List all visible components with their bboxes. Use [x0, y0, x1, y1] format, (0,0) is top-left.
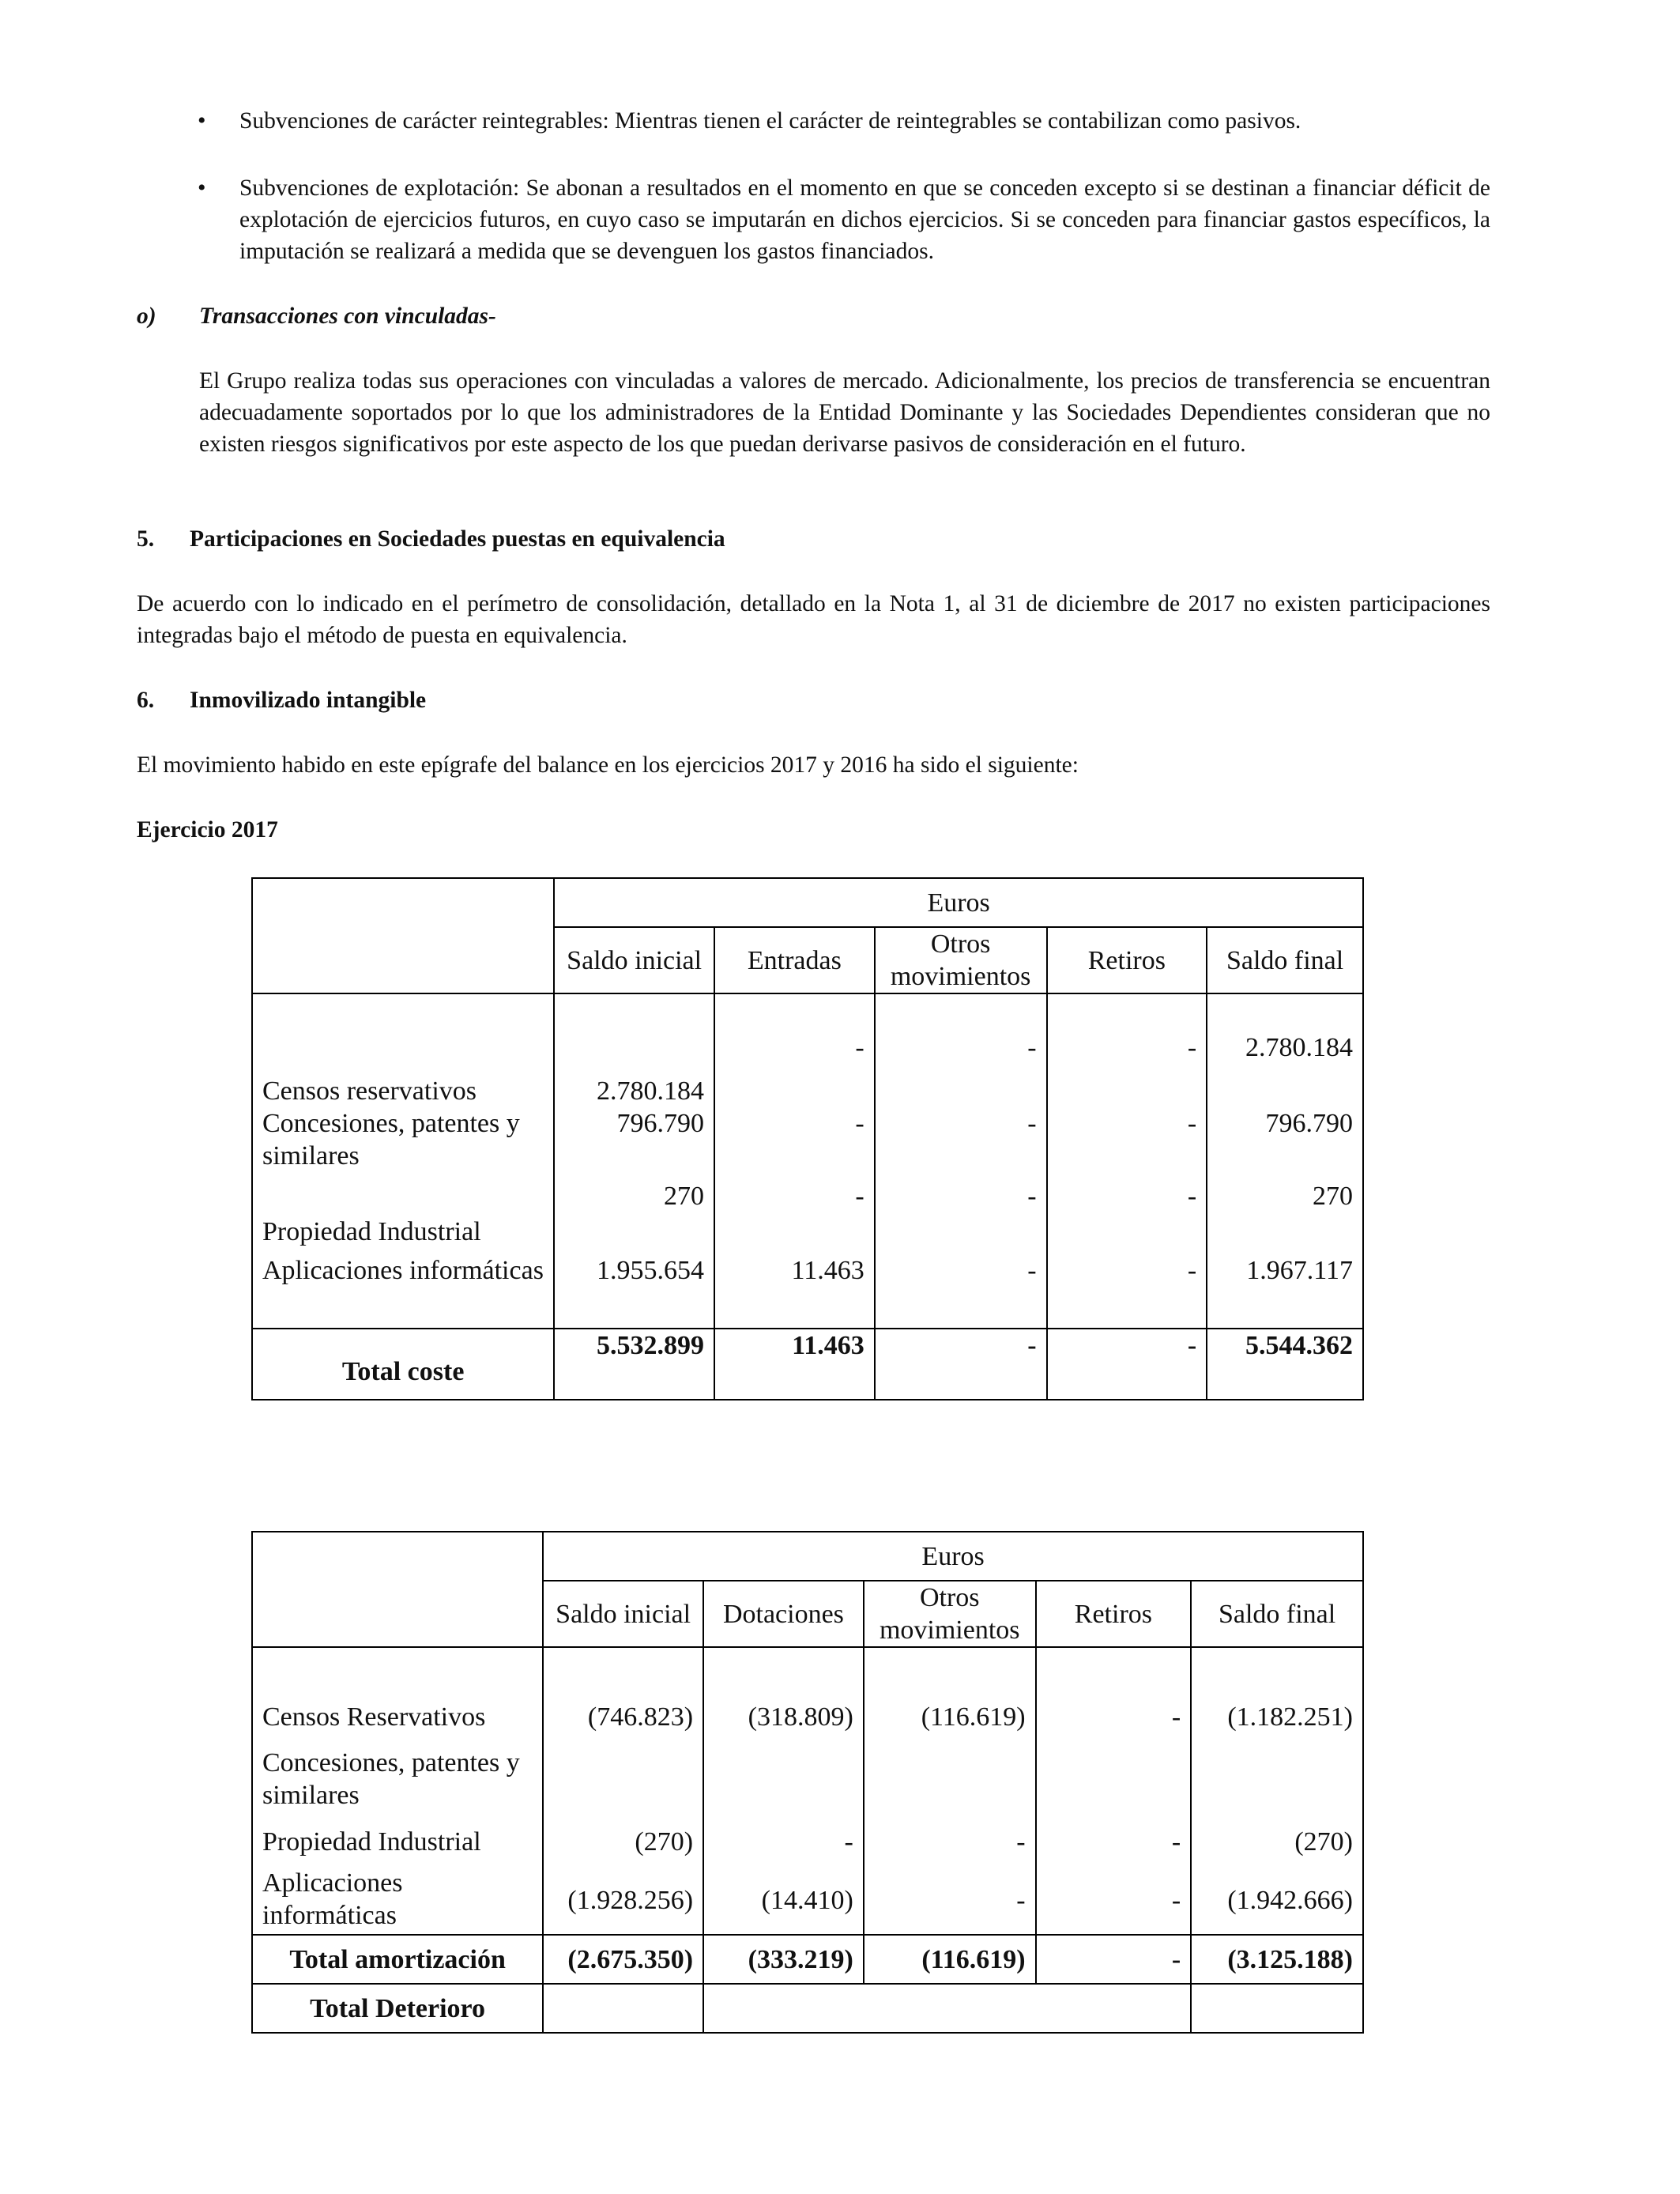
cell-value — [1191, 1742, 1363, 1816]
bullet-item: Subvenciones de carácter reintegrables: Mientras tienen el carácter de reintegrables se contabilizan como pasivos. — [239, 108, 1301, 134]
section-title: Transacciones con vinculadas- — [199, 303, 496, 329]
cell-value: (270) — [543, 1816, 703, 1867]
column-header: Retiros — [1047, 927, 1207, 993]
subsection-title: Ejercicio 2017 — [137, 817, 278, 843]
cell-value: - — [875, 1254, 1047, 1329]
total-value: 5.544.362 — [1207, 1329, 1363, 1400]
cell-value: 796.790 — [554, 1107, 714, 1180]
total-label: Total coste — [252, 1329, 554, 1400]
cost-table — [251, 877, 1364, 1400]
cell-value: - — [864, 1816, 1036, 1867]
total-row — [252, 1935, 1363, 1984]
deterioro-row — [252, 1984, 1363, 2033]
cell-value — [703, 1742, 864, 1816]
cell-value: - — [1047, 1107, 1207, 1180]
cell-value — [543, 1742, 703, 1816]
cell-value: - — [1036, 1691, 1192, 1742]
cell-value: (746.823) — [543, 1691, 703, 1742]
column-header: Dotaciones — [703, 1581, 864, 1647]
total-label: Total amortización — [252, 1935, 543, 1984]
cell-value: - — [864, 1867, 1036, 1935]
cell-value: - — [703, 1816, 864, 1867]
cell-value: 796.790 — [1207, 1107, 1363, 1180]
group-header: Euros — [554, 878, 1363, 927]
total-row — [252, 1329, 1363, 1400]
row-label: Propiedad Industrial — [252, 1180, 554, 1254]
total-value: - — [1047, 1329, 1207, 1400]
cell-value: - — [1036, 1867, 1192, 1935]
cell-value: - — [1047, 1180, 1207, 1254]
total-value: (116.619) — [864, 1935, 1036, 1984]
bullet-item: Subvenciones de explotación: Se abonan a resultados en el momento en que se conceden excepto si se destinan a financiar déficit de explotación de ejercicios futuros, en cuyo caso se imputarán en dichos ejercicios. Si se conceden para financiar gastos específicos, la imputación se realizará a medida que se devenguen los gastos financiados. — [239, 175, 1490, 264]
header-empty — [252, 1532, 543, 1647]
amortization-table — [251, 1531, 1364, 2034]
table-row — [252, 1691, 1363, 1742]
deterioro-cell — [1191, 1984, 1363, 2033]
table-row — [252, 1742, 1363, 1816]
cell-value: - — [875, 1031, 1047, 1107]
cell-value: - — [1047, 1031, 1207, 1107]
section-body: De acuerdo con lo indicado en el perímetro de consolidación, detallado en la Nota 1, al 31 de diciembre de 2017 no existen participaciones integradas bajo el método de puesta en equivalencia. — [137, 591, 1490, 648]
cell-value: 270 — [1207, 1180, 1363, 1254]
group-header: Euros — [543, 1532, 1363, 1581]
cell-value: 2.780.184 — [1207, 1031, 1363, 1107]
cell-value: (116.619) — [864, 1691, 1036, 1742]
total-value: - — [875, 1329, 1047, 1400]
cell-value: 2.780.184 — [554, 1031, 714, 1107]
table-row — [252, 1816, 1363, 1867]
total-value: - — [1036, 1935, 1192, 1984]
column-header: Saldo final — [1207, 927, 1363, 993]
column-header: Otros movimientos — [875, 927, 1047, 993]
cell-value: 1.955.654 — [554, 1254, 714, 1329]
column-header: Saldo inicial — [554, 927, 714, 993]
deterioro-cell — [543, 1984, 703, 2033]
deterioro-label: Total Deterioro — [252, 1984, 543, 2033]
row-label: Concesiones, patentes y similares — [252, 1742, 543, 1816]
total-value: (2.675.350) — [543, 1935, 703, 1984]
row-label: Concesiones, patentes y similares — [252, 1107, 554, 1180]
cell-value: - — [875, 1180, 1047, 1254]
table-row — [252, 1107, 1363, 1180]
section-number: 6. — [137, 688, 155, 713]
cell-value — [864, 1742, 1036, 1816]
column-header: Entradas — [714, 927, 875, 993]
section-body: El Grupo realiza todas sus operaciones con vinculadas a valores de mercado. Adicionalmente, los precios de transferencia se encuentran adecuadamente soportados por lo que los administradores de la Entidad Dominante y las Sociedades Dependientes consideran que no existen riesgos significativos por este aspecto de los que puedan derivarse pasivos de consideración en el futuro. — [199, 368, 1490, 457]
bullet-symbol: • — [198, 175, 206, 201]
total-value: 5.532.899 — [554, 1329, 714, 1400]
column-header: Saldo final — [1191, 1581, 1363, 1647]
total-value: (3.125.188) — [1191, 1935, 1363, 1984]
cell-value: (270) — [1191, 1816, 1363, 1867]
section-letter: o) — [137, 303, 156, 329]
cell-value: (1.942.666) — [1191, 1867, 1363, 1935]
cell-value: 270 — [554, 1180, 714, 1254]
column-header: Saldo inicial — [543, 1581, 703, 1647]
section-title: Participaciones en Sociedades puestas en equivalencia — [190, 526, 725, 552]
cell-value: - — [714, 1180, 875, 1254]
section-body: El movimiento habido en este epígrafe del balance en los ejercicios 2017 y 2016 ha sido el siguiente: — [137, 752, 1079, 778]
cell-value: - — [875, 1107, 1047, 1180]
cell-value: - — [1036, 1816, 1192, 1867]
cell-value: (318.809) — [703, 1691, 864, 1742]
bullet-symbol: • — [198, 107, 206, 134]
cell-value: - — [1047, 1254, 1207, 1329]
cell-value: (1.928.256) — [543, 1867, 703, 1935]
section-number: 5. — [137, 526, 155, 552]
total-value: (333.219) — [703, 1935, 864, 1984]
column-header: Retiros — [1036, 1581, 1192, 1647]
cell-value: (14.410) — [703, 1867, 864, 1935]
table-row — [252, 1254, 1363, 1329]
cell-value: 11.463 — [714, 1254, 875, 1329]
row-label: Censos Reservativos — [252, 1691, 543, 1742]
cell-value: 1.967.117 — [1207, 1254, 1363, 1329]
deterioro-cell — [703, 1984, 1191, 2033]
table-row — [252, 1867, 1363, 1935]
section-title: Inmovilizado intangible — [190, 688, 427, 713]
row-label: Aplicaciones informáticas — [252, 1254, 554, 1329]
total-value: 11.463 — [714, 1329, 875, 1400]
header-empty — [252, 878, 554, 993]
cell-value: - — [714, 1107, 875, 1180]
row-label: Aplicaciones informáticas — [252, 1867, 543, 1935]
row-label: Censos reservativos — [252, 1031, 554, 1107]
row-label: Propiedad Industrial — [252, 1816, 543, 1867]
cell-value: (1.182.251) — [1191, 1691, 1363, 1742]
cell-value: - — [714, 1031, 875, 1107]
table-row — [252, 1180, 1363, 1254]
cell-value — [1036, 1742, 1192, 1816]
table-row — [252, 1031, 1363, 1107]
column-header: Otros movimientos — [864, 1581, 1036, 1647]
